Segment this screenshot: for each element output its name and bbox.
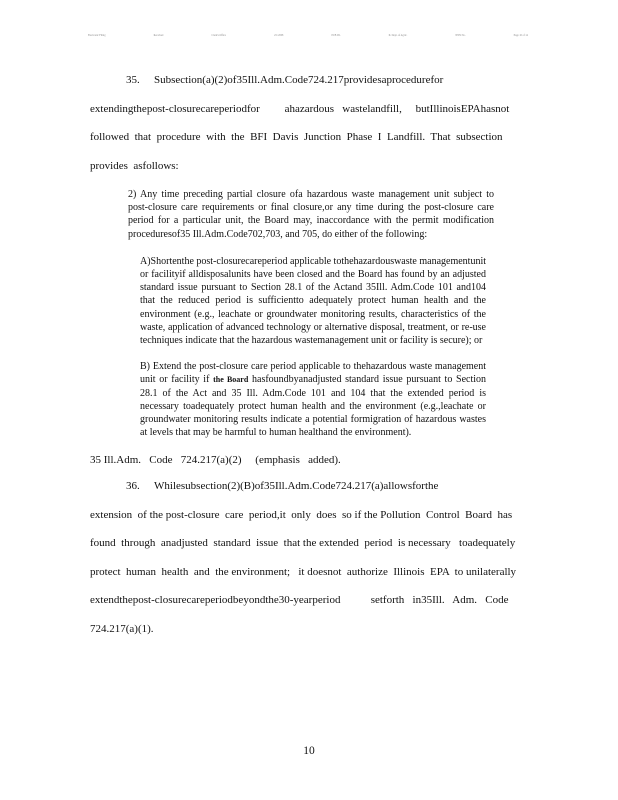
paragraph-number: 36. [126, 480, 140, 493]
citation: 35 Ill.Adm. Code 724.217(a)(2) (emphasis added). [90, 454, 341, 467]
emphasis-text: the Board [213, 375, 249, 385]
quote-item-a: A)Shortenthe post-closurecareperiod applicable tothehazardouswaste managementunit or facilityif alldisposalunits have been closed and the Board has found by an adjusted standard issue pursuant to Section 28.1 of the Actand 35Ill. Adm.Code 101 and104 that the reduced period is sufficientto adequately protect human health and the environment (e.g., leachate or groundwater monitoring results, characteristics of the waste, application of advanced technology or alternative disposal, treatment, or re-use techniques indicate that the hazardous wastemanagement unit or facility is secure); or [140, 255, 486, 347]
paragraph-line: extension of the post-closure care period,it only does so if the Pollution Control Board has [90, 508, 513, 521]
header-field: 2/1/2008 [274, 33, 284, 37]
header-field: NNN No. [455, 33, 466, 37]
paragraph-line: extendingthepost-closurecareperiodfor ahazardous wastelandfill, butIllinoisEPAhasnot [90, 102, 510, 115]
paragraph-line: 724.217(a)(1). [90, 622, 154, 635]
paragraph-line: protect human health and the environment; it doesnot authorize Illinois EPA to unilaterally [90, 565, 517, 578]
header-field: IL Dept. of Agric. [388, 33, 408, 37]
paragraph-line: 36. Whilesubsection(2)(B)of35Ill.Adm.Code724.217(a)allowsforthe [90, 472, 522, 501]
paragraph-35 [90, 66, 522, 180]
quote-item-b: B) Extend the post-closure care period applicable to thehazardous waste management unit or facility if the Board hasfoundbyanadjusted standard issue pursuant to Section 28.1 of the Act and 35 Ill. Adm.Code 101 and 104 that the extended period is necessary toadequately protect human health and the environment (e.g.,leachate or groundwater monitoring results indicate a potential formigration of hazardous wastes at levels that may be harmful to human healthand the environment). [140, 361, 487, 439]
paragraph-line: extendthepost-closurecareperiodbeyondthe30-yearperiod setforth in35Ill. Adm. Code [90, 594, 509, 607]
paragraph-number: 35. [126, 74, 140, 86]
quote-intro: 2) Any time preceding partial closure ofa hazardous waste management unit subject to post-closure care requirements or final closure,or any time during the post-closure care period for a particular unit, the Board may, inaccordance with the permit modification proceduresof35 Ill.Adm.Code702,703, and 705, do either of the following: [128, 189, 494, 240]
electronic-filing-header [88, 31, 528, 39]
header-field: Received [153, 33, 164, 37]
header-field: Page 10 of 14 [513, 33, 528, 37]
paragraph-line: 35. Subsection(a)(2)of35Ill.Adm.Code724.217providesaprocedurefor [90, 66, 522, 95]
paragraph-36 [90, 472, 522, 643]
page-number: 10 [303, 745, 315, 757]
block-quote [128, 188, 494, 439]
document-body [90, 66, 522, 643]
paragraph-line: found through anadjusted standard issue that the extended period is necessary toadequately [90, 537, 516, 550]
paragraph-line: followed that procedure with the BFI Davis Junction Phase I Landfill. That subsection [90, 131, 503, 143]
paragraph-line: provides asfollows: [90, 159, 179, 172]
header-field: Clerk's Office [211, 33, 226, 37]
header-field: Electronic Filing [88, 33, 106, 37]
header-field: PCB 08- [331, 33, 341, 37]
